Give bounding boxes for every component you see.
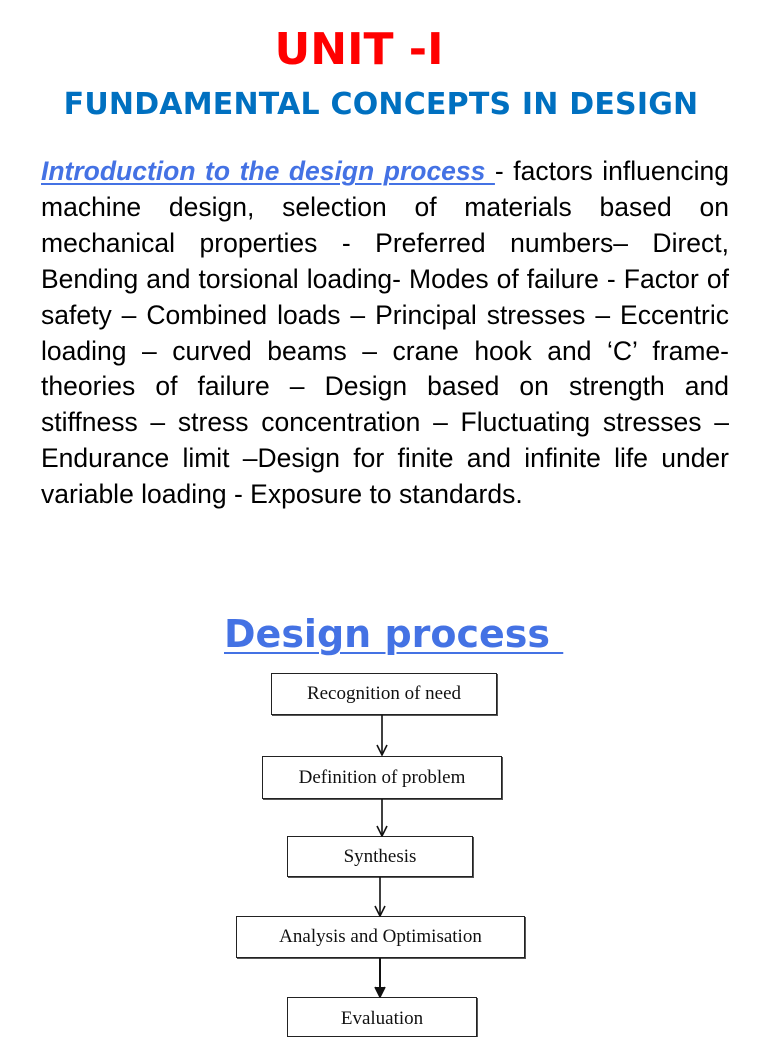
flow-step-synthesis bbox=[287, 836, 473, 877]
flow-arrow-3 bbox=[372, 877, 388, 917]
syllabus-paragraph bbox=[41, 154, 729, 513]
flow-step-label: Definition of problem bbox=[298, 766, 466, 788]
flow-step-analysis-and-optimisation bbox=[236, 916, 525, 958]
flow-arrow-1 bbox=[374, 715, 390, 757]
unit-title: UNIT -I bbox=[274, 24, 444, 75]
flow-step-label: Recognition of need bbox=[306, 683, 462, 704]
flow-step-recognition-of-need bbox=[271, 673, 497, 715]
page-subtitle: FUNDAMENTAL CONCEPTS IN DESIGN bbox=[63, 87, 699, 122]
design-process-heading[interactable]: Design process bbox=[224, 612, 564, 656]
flow-step-label: Analysis and Optimisation bbox=[279, 926, 482, 947]
flow-arrow-4 bbox=[372, 958, 388, 998]
flow-step-evaluation bbox=[287, 997, 477, 1037]
flow-step-definition-of-problem bbox=[262, 756, 502, 799]
flow-step-label: Evaluation bbox=[340, 1008, 424, 1029]
intro-design-process-link[interactable]: Introduction to the design process bbox=[41, 156, 495, 186]
syllabus-body: - factors influencing machine design, selection of materials based on mechanical properties - Preferred numbers– Direct, Bending and torsional loading- Modes of failure - Factor of safety – Combined loads – Principal stresses – Eccentric loading – curved beams – crane hook and ‘C’ frame- theories of failure – Design based on strength and stiffness – stress concentration – Fluctuating stresses – Endurance limit –Design for finite and infinite life under variable loading - Exposure to standards. bbox=[41, 156, 729, 510]
flow-step-label: Synthesis bbox=[343, 845, 417, 867]
flow-arrow-2 bbox=[374, 799, 390, 837]
